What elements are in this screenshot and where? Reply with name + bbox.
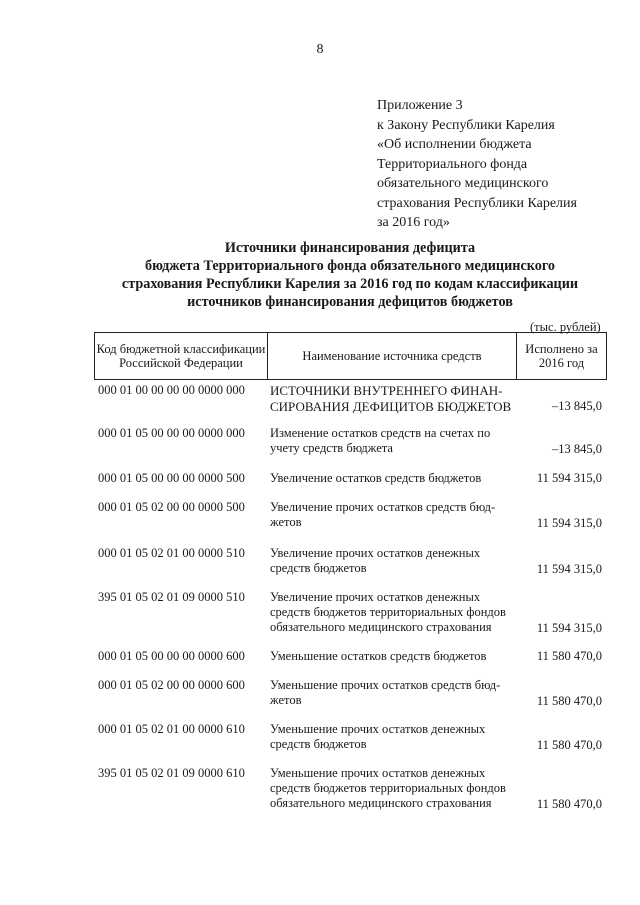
row-name [270, 649, 518, 664]
row-value: 11 594 315,0 [536, 516, 602, 530]
title-line: источников финансирования дефицитов бюджетов [187, 294, 513, 310]
title-line: бюджета Территориального фонда обязательного медицинского [144, 258, 556, 274]
page-number: 8 [316, 42, 324, 57]
row-name-line: Уменьшение остатков средств бюджетов [270, 649, 487, 663]
row-code: 395 01 05 02 01 09 0000 610 [98, 766, 245, 780]
row-name-line: Изменение остатков средств на счетах по [270, 426, 491, 440]
row-name-line: средств бюджетов [270, 561, 367, 575]
row-name-line: Уменьшение прочих остатков денежных [270, 766, 486, 780]
row-name [270, 500, 518, 530]
appendix-reference [377, 96, 577, 233]
row-name-line: учету средств бюджета [270, 441, 393, 455]
appendix-line: за 2016 год» [377, 215, 450, 230]
table-header [94, 332, 607, 380]
row-value: –13 845,0 [552, 399, 602, 413]
row-value: 11 594 315,0 [536, 621, 602, 635]
row-name-line: средств бюджетов [270, 737, 367, 751]
row-code: 000 01 05 02 00 00 0000 600 [98, 678, 245, 692]
row-name [270, 766, 518, 811]
row-name-line: обязательного медицинского страхования [270, 620, 492, 634]
document-title [60, 239, 640, 311]
row-name [270, 471, 518, 486]
row-value: 11 594 315,0 [536, 471, 602, 485]
row-value: 11 594 315,0 [536, 562, 602, 576]
row-name-line: жетов [270, 515, 302, 529]
row-name-line: Увеличение прочих остатков денежных [270, 546, 481, 560]
unit-note: (тыс. рублей) [530, 320, 601, 334]
title-line: Источники финансирования дефицита [224, 240, 476, 256]
row-value: 11 580 470,0 [536, 738, 602, 752]
row-name [270, 546, 518, 576]
header-code: Код бюджетной классификации Российской Федерации [96, 342, 266, 370]
row-name-line: Увеличение прочих остатков средств бюд- [270, 500, 496, 514]
appendix-line: Приложение 3 [377, 98, 463, 113]
row-code: 000 01 05 00 00 00 0000 500 [98, 471, 245, 485]
row-code: 000 01 05 00 00 00 0000 000 [98, 426, 245, 440]
row-code: 000 01 05 00 00 00 0000 600 [98, 649, 245, 663]
row-code: 395 01 05 02 01 09 0000 510 [98, 590, 245, 604]
appendix-line: страхования Республики Карелия [377, 195, 577, 211]
row-value: 11 580 470,0 [536, 649, 602, 663]
row-value: 11 580 470,0 [536, 797, 602, 811]
appendix-line: обязательного медицинского [377, 176, 549, 191]
row-code: 000 01 05 02 01 00 0000 510 [98, 546, 245, 560]
row-name-line: обязательного медицинского страхования [270, 796, 492, 810]
row-name-line: средств бюджетов территориальных фондов [270, 605, 506, 619]
row-name [270, 426, 518, 456]
title-line: страхования Республики Карелия за 2016 год по кодам классификации [121, 276, 579, 292]
row-value: –13 845,0 [552, 442, 602, 456]
header-name: Наименование источника средств [302, 349, 482, 363]
appendix-line: «Об исполнении бюджета [377, 137, 532, 152]
row-name-line: СИРОВАНИЯ ДЕФИЦИТОВ БЮДЖЕТОВ [270, 399, 512, 414]
row-code: 000 01 00 00 00 00 0000 000 [98, 383, 245, 397]
row-name-line: ИСТОЧНИКИ ВНУТРЕННЕГО ФИНАН- [270, 383, 503, 398]
row-name-line: средств бюджетов территориальных фондов [270, 781, 506, 795]
row-code: 000 01 05 02 01 00 0000 610 [98, 722, 245, 736]
row-name-line: Уменьшение прочих остатков денежных [270, 722, 486, 736]
row-name [270, 590, 518, 635]
row-name-line: Увеличение прочих остатков денежных [270, 590, 481, 604]
appendix-line: к Закону Республики Карелия [377, 117, 555, 133]
header-value: Исполнено за 2016 год [525, 342, 598, 370]
row-name [270, 383, 518, 415]
appendix-line: Территориального фонда [377, 156, 528, 172]
row-name-line: жетов [270, 693, 302, 707]
row-value: 11 580 470,0 [536, 694, 602, 708]
row-name [270, 678, 518, 708]
row-name [270, 722, 518, 752]
row-code: 000 01 05 02 00 00 0000 500 [98, 500, 245, 514]
row-name-line: Уменьшение прочих остатков средств бюд- [270, 678, 501, 692]
row-name-line: Увеличение остатков средств бюджетов [270, 471, 482, 485]
